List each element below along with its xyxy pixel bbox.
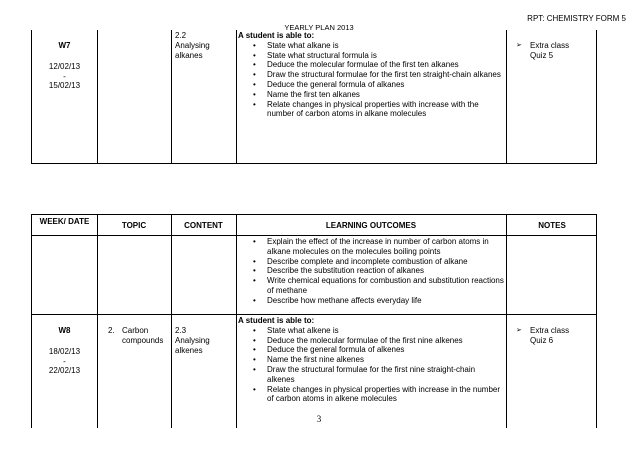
- outcome-item: • Name the first ten alkanes: [238, 90, 504, 100]
- column-divider: [97, 215, 98, 428]
- outcome-item: • Draw the structural formulae for the first nine straight-chain alkenes: [238, 365, 504, 385]
- notes-cell: [508, 41, 596, 61]
- content-number: 2.2: [175, 31, 187, 40]
- header-notes: NOTES: [538, 221, 566, 230]
- page-number: 3: [316, 414, 322, 424]
- arrow-bullet-icon: ➢: [516, 42, 522, 49]
- outcomes-heading: A student is able to:: [238, 31, 315, 40]
- plan-table-week7: [31, 30, 597, 164]
- outcome-item: • Relate changes in physical properties with increase with the number of carbon atoms in alkane molecules: [238, 100, 504, 120]
- column-divider: [236, 215, 237, 428]
- outcomes-heading: A student is able to:: [238, 316, 315, 325]
- note-item: Quiz 5: [530, 50, 554, 60]
- document-header-title: YEARLY PLAN 2013: [284, 23, 354, 32]
- learning-outcomes-cell: [238, 316, 504, 404]
- outcome-item: • Draw the structural formulae for the first ten straight-chain alkanes: [238, 70, 504, 80]
- column-divider: [171, 30, 172, 163]
- header-week-date: WEEK/ DATE: [39, 217, 90, 226]
- content-line: alkenes: [175, 345, 203, 355]
- note-item: Quiz 6: [530, 335, 554, 345]
- notes-cell: [508, 326, 596, 346]
- note-item: ➢ Extra class: [516, 41, 570, 50]
- continued-outcomes-cell: [238, 237, 504, 306]
- date-end: 22/02/13: [48, 366, 81, 376]
- column-divider: [171, 215, 172, 428]
- outcome-item: • Deduce the general formula of alkenes: [238, 345, 504, 355]
- date-separator: -: [63, 356, 66, 366]
- header-learning-outcomes: LEARNING OUTCOMES: [325, 221, 417, 230]
- outcome-item: • Deduce the molecular formulae of the first nine alkenes: [238, 336, 504, 346]
- column-divider: [506, 30, 507, 163]
- outcome-item: • State what structural formula is: [238, 51, 504, 61]
- plan-table-week8: [31, 214, 597, 428]
- date-start: 12/02/13: [48, 61, 81, 71]
- outcomes-list: [238, 237, 504, 306]
- outcome-item: • Deduce the molecular formulae of the first ten alkanes: [238, 60, 504, 70]
- column-divider: [97, 30, 98, 163]
- outcome-item: • Write chemical equations for combustion and substitution reactions of methane: [238, 276, 504, 296]
- outcome-item: • State what alkane is: [238, 41, 504, 51]
- content-line: Analysing: [175, 40, 210, 50]
- date-separator: -: [63, 71, 66, 81]
- outcome-item: • Describe complete and incomplete combustion of alkane: [238, 257, 504, 267]
- date-end: 15/02/13: [48, 81, 81, 91]
- topic-line: compounds: [122, 335, 164, 345]
- content-line: alkanes: [175, 50, 203, 60]
- outcome-item: • Explain the effect of the increase in number of carbon atoms in alkane molecules on the molecules boiling points: [238, 237, 504, 257]
- row-divider: [32, 235, 596, 236]
- learning-outcomes-cell: [238, 31, 504, 119]
- outcome-item: • Describe the substitution reaction of alkanes: [238, 266, 504, 276]
- content-cell: [175, 31, 235, 60]
- column-divider: [506, 215, 507, 428]
- date-start: 18/02/13: [48, 346, 81, 356]
- topic-number: 2.: [108, 326, 115, 335]
- content-cell: [175, 326, 235, 355]
- outcome-item: • Relate changes in physical properties with increase in the number of carbon atoms in alkene molecules: [238, 385, 504, 405]
- outcomes-list: [238, 326, 504, 404]
- note-item: ➢ Extra class: [516, 326, 570, 335]
- topic-cell: [108, 326, 170, 346]
- header-topic: TOPIC: [121, 221, 147, 230]
- content-line: Analysing: [175, 335, 210, 345]
- outcome-item: • Name the first nine alkenes: [238, 355, 504, 365]
- week-cell: [32, 41, 97, 91]
- outcome-item: • Deduce the general formula of alkanes: [238, 80, 504, 90]
- outcome-item: • State what alkene is: [238, 326, 504, 336]
- arrow-bullet-icon: ➢: [516, 327, 522, 334]
- column-divider: [236, 30, 237, 163]
- row-divider: [32, 314, 596, 315]
- content-number: 2.3: [175, 326, 187, 335]
- outcomes-list: [238, 41, 504, 119]
- outcome-item: • Describe how methane affects everyday life: [238, 296, 504, 306]
- week-label: W8: [58, 326, 71, 335]
- document-header-right: RPT: CHEMISTRY FORM 5: [527, 14, 626, 23]
- week-label: W7: [58, 41, 71, 50]
- week-cell: [32, 326, 97, 376]
- topic-line: Carbon: [122, 326, 149, 335]
- header-content: CONTENT: [184, 221, 223, 230]
